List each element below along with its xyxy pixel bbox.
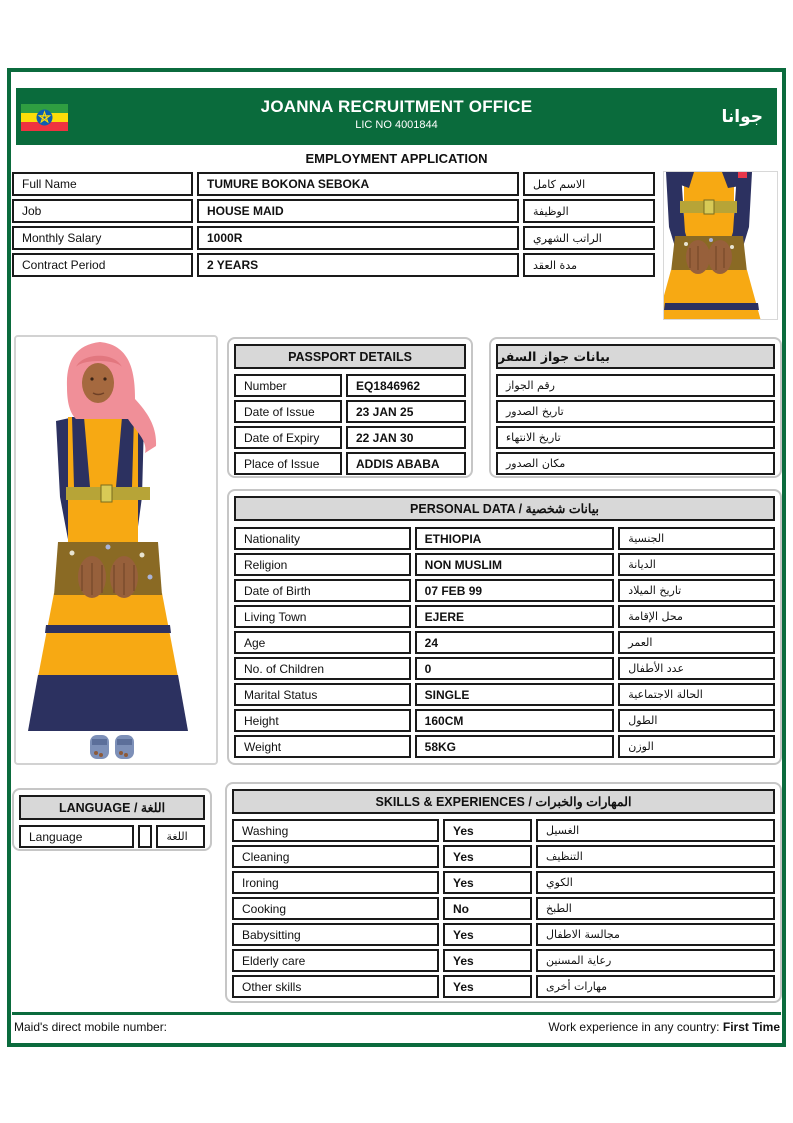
work-experience: [548, 1020, 780, 1034]
office-name: JOANNA RECRUITMENT OFFICE: [260, 97, 533, 116]
table-row: [12, 253, 655, 277]
language-section-title: LANGUAGE / اللغة: [19, 795, 205, 820]
table-row: [12, 199, 655, 223]
table-row: [234, 374, 466, 397]
applicant-full-photo: [14, 335, 218, 765]
field-value: 1000R: [197, 226, 519, 250]
table-row: [234, 400, 466, 423]
field-label: Place of Issue: [234, 452, 342, 475]
field-label: Religion: [234, 553, 411, 576]
field-value: 24: [415, 631, 615, 654]
field-label: Language: [19, 825, 134, 848]
field-label: Elderly care: [232, 949, 439, 972]
field-value: 160CM: [415, 709, 615, 732]
field-label: Full Name: [12, 172, 193, 196]
field-label-arabic: الراتب الشهري: [523, 226, 655, 250]
field-value: ADDIS ABABA: [346, 452, 466, 475]
passport-section-title-arabic: بيانات جواز السفر: [496, 344, 775, 369]
table-row: [496, 452, 775, 475]
table-row: [234, 709, 775, 732]
field-label: Height: [234, 709, 411, 732]
field-label-arabic: رقم الجواز: [496, 374, 775, 397]
table-row: [232, 845, 775, 868]
table-row: [234, 452, 466, 475]
field-value: Yes: [443, 845, 532, 868]
table-row: [12, 226, 655, 250]
field-label-arabic: العمر: [618, 631, 775, 654]
application-table: [12, 172, 655, 280]
field-label: Cooking: [232, 897, 439, 920]
license-number: LIC NO 4001844: [355, 119, 438, 131]
field-label: Number: [234, 374, 342, 397]
field-value: HOUSE MAID: [197, 199, 519, 223]
field-label: Date of Birth: [234, 579, 411, 602]
table-row: [234, 631, 775, 654]
table-row: [232, 819, 775, 842]
language-panel: [12, 788, 212, 851]
field-value: ETHIOPIA: [415, 527, 615, 550]
field-label: Date of Expiry: [234, 426, 342, 449]
field-label-arabic: مهارات أخرى: [536, 975, 775, 998]
field-label-arabic: مكان الصدور: [496, 452, 775, 475]
field-value: [138, 825, 153, 848]
field-label: No. of Children: [234, 657, 411, 680]
field-label-arabic: تاريخ الانتهاء: [496, 426, 775, 449]
field-value: Yes: [443, 949, 532, 972]
table-row: [232, 923, 775, 946]
field-value: 22 JAN 30: [346, 426, 466, 449]
field-label: Washing: [232, 819, 439, 842]
table-row: [232, 871, 775, 894]
field-value: Yes: [443, 871, 532, 894]
field-label-arabic: الطبخ: [536, 897, 775, 920]
field-value: 0: [415, 657, 615, 680]
field-label: Date of Issue: [234, 400, 342, 423]
field-label-arabic: تاريخ الصدور: [496, 400, 775, 423]
field-label: Other skills: [232, 975, 439, 998]
table-row: [12, 172, 655, 196]
field-label-arabic: الغسيل: [536, 819, 775, 842]
field-label-arabic: رعاية المسنين: [536, 949, 775, 972]
office-name-arabic: جوانا: [721, 106, 763, 127]
field-value: Yes: [443, 819, 532, 842]
field-label: Weight: [234, 735, 411, 758]
table-row: [234, 579, 775, 602]
field-value: SINGLE: [415, 683, 615, 706]
table-row: [19, 825, 205, 848]
table-row: [234, 426, 466, 449]
application-form-page: [7, 68, 786, 1047]
field-value: TUMURE BOKONA SEBOKA: [197, 172, 519, 196]
table-row: [496, 426, 775, 449]
field-value: NON MUSLIM: [415, 553, 615, 576]
field-label-arabic: تاريخ الميلاد: [618, 579, 775, 602]
field-value: 07 FEB 99: [415, 579, 615, 602]
full-photo-graphic: [16, 337, 218, 765]
table-row: [232, 897, 775, 920]
field-label-arabic: الوزن: [618, 735, 775, 758]
field-label: Job: [12, 199, 193, 223]
table-row: [232, 975, 775, 998]
field-value: EJERE: [415, 605, 615, 628]
footer-divider: [12, 1012, 781, 1015]
field-label: Age: [234, 631, 411, 654]
field-label-arabic: محل الإقامة: [618, 605, 775, 628]
field-label-arabic: الديانة: [618, 553, 775, 576]
field-label-arabic: الكوي: [536, 871, 775, 894]
skills-panel: [225, 782, 782, 1003]
header-bar: [16, 88, 777, 145]
personal-data-panel: [227, 489, 782, 765]
field-label-arabic: الجنسية: [618, 527, 775, 550]
field-value: 2 YEARS: [197, 253, 519, 277]
field-label: Contract Period: [12, 253, 193, 277]
skills-section-title: SKILLS & EXPERIENCES / المهارات والخبرات: [232, 789, 775, 814]
form-title: EMPLOYMENT APPLICATION: [305, 151, 488, 166]
field-value: 23 JAN 25: [346, 400, 466, 423]
field-label-arabic: الحالة الاجتماعية: [618, 683, 775, 706]
table-row: [234, 605, 775, 628]
personal-section-title: PERSONAL DATA / بيانات شخصية: [234, 496, 775, 521]
field-value: Yes: [443, 923, 532, 946]
table-row: [232, 949, 775, 972]
field-value: No: [443, 897, 532, 920]
torso-photo-graphic: [664, 172, 778, 320]
field-label: Babysitting: [232, 923, 439, 946]
field-label-arabic: مجالسة الاطفال: [536, 923, 775, 946]
field-label-arabic: التنظيف: [536, 845, 775, 868]
table-row: [496, 400, 775, 423]
footer: [14, 1020, 780, 1034]
field-label: Monthly Salary: [12, 226, 193, 250]
field-label: Marital Status: [234, 683, 411, 706]
field-label: Living Town: [234, 605, 411, 628]
field-label: Cleaning: [232, 845, 439, 868]
field-label-arabic: الطول: [618, 709, 775, 732]
table-row: [234, 683, 775, 706]
field-label: Nationality: [234, 527, 411, 550]
applicant-torso-photo: [663, 171, 778, 320]
field-label-arabic: الوظيفة: [523, 199, 655, 223]
passport-details-panel: [227, 337, 473, 478]
table-row: [234, 735, 775, 758]
work-experience-label: Work experience in any country:: [548, 1020, 720, 1034]
field-label-arabic: اللغة: [156, 825, 205, 848]
field-label: Ironing: [232, 871, 439, 894]
mobile-number-label: Maid's direct mobile number:: [14, 1020, 168, 1034]
field-value: Yes: [443, 975, 532, 998]
field-value: EQ1846962: [346, 374, 466, 397]
table-row: [234, 553, 775, 576]
passport-section-title: PASSPORT DETAILS: [234, 344, 466, 369]
table-row: [234, 657, 775, 680]
passport-details-panel-arabic: [489, 337, 782, 478]
field-label-arabic: الاسم كامل: [523, 172, 655, 196]
table-row: [496, 374, 775, 397]
field-label-arabic: مدة العقد: [523, 253, 655, 277]
field-value: 58KG: [415, 735, 615, 758]
table-row: [234, 527, 775, 550]
work-experience-value: First Time: [722, 1020, 780, 1034]
field-label-arabic: عدد الأطفال: [618, 657, 775, 680]
